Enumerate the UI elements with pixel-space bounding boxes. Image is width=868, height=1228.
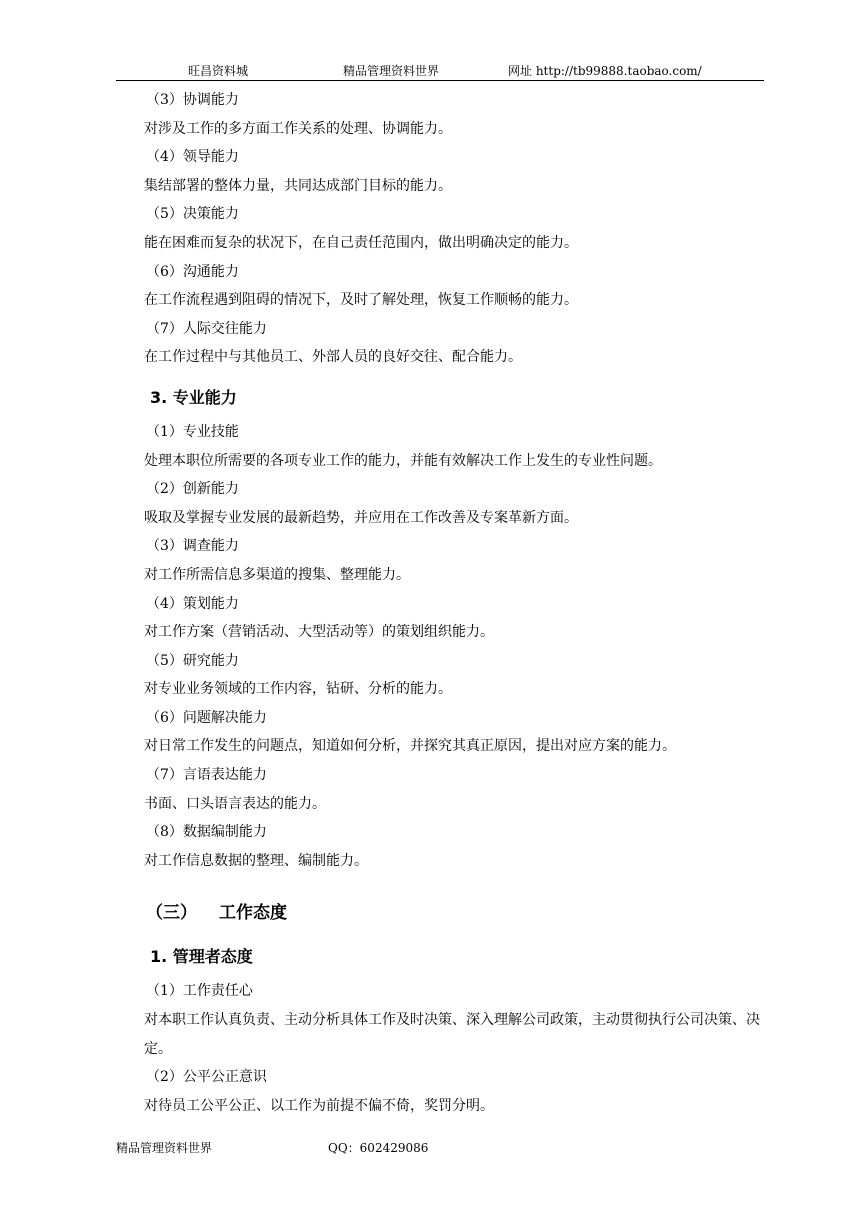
- item-text: 对工作信息数据的整理、编制能力。: [144, 852, 368, 869]
- item-text: 在工作流程遇到阻碍的情况下，及时了解处理，恢复工作顺畅的能力。: [144, 292, 578, 309]
- header-site-name: 旺昌资料城: [188, 64, 249, 78]
- item-text: 吸取及掌握专业发展的最新趋势，并应用在工作改善及专案革新方面。: [144, 509, 578, 526]
- part-title: 工作态度: [219, 903, 287, 924]
- item-title: （5）决策能力: [146, 206, 239, 223]
- item-text: 处理本职位所需要的各项专业工作的能力，并能有效解决工作上发生的专业性问题。: [144, 452, 662, 469]
- item-title: （7）言语表达能力: [146, 767, 267, 784]
- item-text: 能在困难而复杂的状况下，在自己责任范围内，做出明确决定的能力。: [144, 234, 578, 251]
- item-text: 对工作所需信息多渠道的搜集、整理能力。: [144, 566, 410, 583]
- header-brand: 精品管理资料世界: [343, 64, 440, 78]
- item-text: 对日常工作发生的问题点，知道如何分析，并探究其真正原因，提出对应方案的能力。: [144, 738, 676, 755]
- manager-attitude-list: [146, 977, 766, 1120]
- footer-brand: 精品管理资料世界: [116, 1141, 213, 1155]
- item-title: （2）创新能力: [146, 481, 239, 498]
- item-title: （3）协调能力: [146, 92, 239, 108]
- item-title: （6）沟通能力: [146, 263, 239, 280]
- section-heading-professional-ability: 3. 专业能力: [150, 387, 237, 407]
- item-title: （1）工作责任心: [146, 983, 253, 1000]
- item-text: 对工作方案（营销活动、大型活动等）的策划组织能力。: [144, 624, 494, 641]
- header-url: 网址 http://tb99888.taobao.com/: [508, 64, 702, 78]
- page-footer: [116, 1139, 429, 1156]
- part-number: （三）: [146, 903, 197, 924]
- footer-qq: QQ：602429086: [328, 1141, 429, 1155]
- item-title: （3）调查能力: [146, 538, 239, 555]
- item-title: （4）策划能力: [146, 595, 239, 612]
- item-text: 对专业业务领域的工作内容，钻研、分析的能力。: [144, 681, 452, 698]
- page-header: [116, 62, 764, 81]
- item-title: （1）专业技能: [146, 423, 239, 440]
- item-title: （6）问题解决能力: [146, 709, 267, 726]
- management-ability-list: [146, 86, 766, 372]
- item-text: 在工作过程中与其他员工、外部人员的良好交往、配合能力。: [144, 349, 522, 366]
- professional-ability-list: [146, 418, 766, 876]
- item-title: （5）研究能力: [146, 652, 239, 669]
- item-title: （4）领导能力: [146, 149, 239, 166]
- section-heading-manager-attitude: 1. 管理者态度: [150, 947, 253, 967]
- item-title: （8）数据编制能力: [146, 824, 267, 841]
- item-title: （2）公平公正意识: [146, 1069, 267, 1086]
- item-text: 书面、口头语言表达的能力。: [144, 795, 326, 812]
- item-text: 对本职工作认真负责、主动分析具体工作及时决策、深入理解公司政策，主动贯彻执行公司决策、决定。: [144, 1012, 760, 1057]
- document-body: [146, 86, 766, 1120]
- part-heading-work-attitude: [146, 893, 766, 933]
- item-text: 集结部署的整体力量，共同达成部门目标的能力。: [144, 177, 452, 194]
- item-text: 对待员工公平公正、以工作为前提不偏不倚，奖罚分明。: [144, 1097, 494, 1114]
- item-title: （7）人际交往能力: [146, 320, 267, 337]
- item-text: 对涉及工作的多方面工作关系的处理、协调能力。: [144, 120, 452, 137]
